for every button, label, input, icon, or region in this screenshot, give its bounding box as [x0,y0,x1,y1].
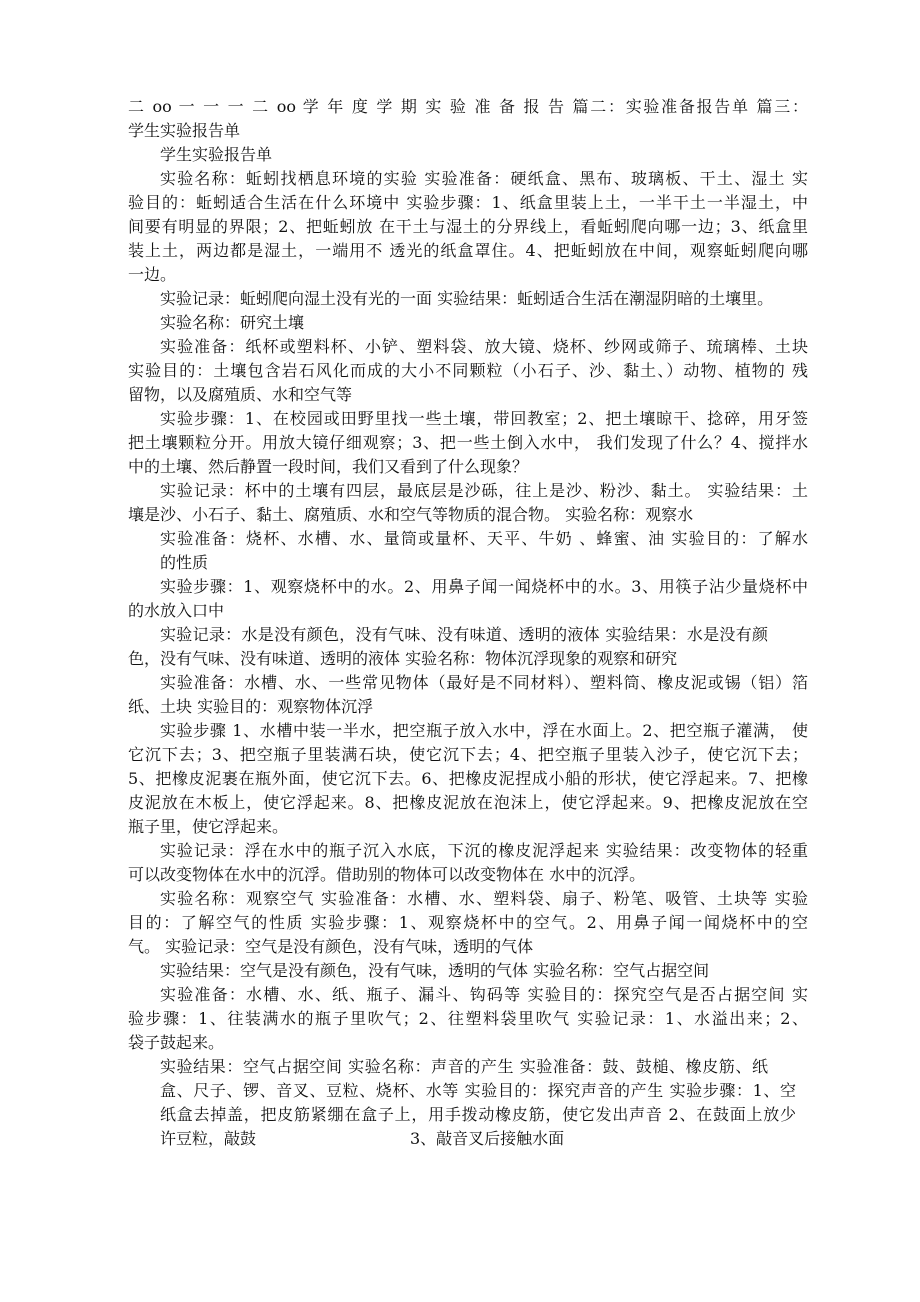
text-line: 气。 实验记录：空气是没有颜色，没有气味，透明的气体 [128,937,534,956]
text-line: 目的：了解空气的性质 实验步骤：1、观察烧杯中的空气。2、用鼻子闻一闻烧杯中的空 [128,913,808,932]
text-line: 验目的：蚯蚓适合生活在什么环境中 实验步骤：1、纸盒里装上土，一半干土一半湿土，中 [128,193,808,212]
text-line: 验步骤：1、往装满水的瓶子里吹气；2、往塑料袋里吹气 实验记录：1、水溢出来；2、 [128,1009,808,1028]
text-line: 实验准备：纸杯或塑料杯、小铲、塑料袋、放大镜、烧杯、纱网或筛子、琉璃棒、土块 [160,337,808,356]
text-line: 纸、土块 实验目的：观察物体沉浮 [128,697,374,716]
text-line: 可以改变物体在水中的沉浮。借助别的物体可以改变物体在 水中的沉浮。 [128,865,646,884]
text-line: 实验步骤 1、水槽中装一半水，把空瓶子放入水中，浮在水面上。2、把空瓶子灌满， 使 [160,721,808,740]
text-line: 实验名称：观察空气 实验准备：水槽、水、塑料袋、扇子、粉笔、吸管、土块等 实验 [160,889,808,908]
text-line: 瓶子里，使它浮起来。 [128,817,289,836]
text-fragment: 许豆粒，敲鼓 [160,1129,257,1148]
text-line: 实验步骤：1、在校园或田野里找一些土壤，带回教室；2、把土壤晾干、捻碎，用牙签 [160,409,808,428]
text-line: 实验步骤：1、观察烧杯中的水。2、用鼻子闻一闻烧杯中的水。3、用筷子沾少量烧杯中 [160,577,808,596]
text-line: 实验目的：土壤包含岩石风化而成的大小不同颗粒（小石子、沙、黏土、）动物、植物的 残 [128,361,808,380]
text-line: 实验名称：研究土壤 [160,313,305,332]
text-line: 一边。 [128,265,177,284]
text-line: 的性质 [160,553,209,572]
text-line: 把土壤颗粒分开。用放大镜仔细观察；3、把一些土倒入水中， 我们发现了什么？4、搅拌水 [128,433,808,452]
text-line: 留物，以及腐殖质、水和空气等 [128,385,353,404]
text-line: 实验准备：水槽、水、纸、瓶子、漏斗、钩码等 实验目的：探究空气是否占据空间 实 [160,985,808,1004]
text-line: 实验结果：空气占据空间 实验名称：声音的产生 实验准备：鼓、鼓槌、橡皮筋、纸 [160,1057,768,1076]
text-fragment: 3、敲音叉后接触水面 [410,1129,565,1148]
text-line: 实验准备：烧杯、水槽、水、量筒或量杯、天平、牛奶 、蜂蜜、油 实验目的：了解水 [160,529,808,548]
text-line: 实验记录：杯中的土壤有四层，最底层是沙砾，往上是沙、粉沙、黏土。 实验结果：土 [160,481,808,500]
text-line: 间要有明显的界限；2、把蚯蚓放 在干土与湿土的分界线上，看蚯蚓爬向哪一边；3、纸盒里 [128,217,808,236]
text-line: 皮泥放在木板上，使它浮起来。8、把橡皮泥放在泡沫上，使它浮起来。9、把橡皮泥放在空 [128,793,808,812]
text-line: 5、把橡皮泥裹在瓶外面，使它沉下去。6、把橡皮泥捏成小船的形状，使它浮起来。7、把橡 [128,769,808,788]
text-line: 它沉下去；3、把空瓶子里装满石块，使它沉下去；4、把空瓶子里装入沙子，使它沉下去； [128,745,808,764]
text-line: 壤是沙、小石子、黏土、腐殖质、水和空气等物质的混合物。 实验名称：观察水 [128,505,694,524]
text-line: 学生实验报告单 [128,121,241,140]
text-line: 中的土壤、然后静置一段时间，我们又看到了什么现象？ [128,457,529,476]
text-line: 实验名称：蚯蚓找栖息环境的实验 实验准备：硬纸盒、黑布、玻璃板、干土、湿土 实 [160,169,808,188]
text-line: 的水放入口中 [128,601,225,620]
section-heading: 学生实验报告单 [160,145,273,164]
text-line: 装上土，两边都是湿土，一端用不 透光的纸盒罩住。4、把蚯蚓放在中间，观察蚯蚓爬向哪 [128,241,808,260]
text-line: 实验记录：水是没有颜色，没有气味、没有味道、透明的液体 实验结果：水是没有颜 [160,625,768,644]
text-line: 色，没有气味、没有味道、透明的液体 实验名称：物体沉浮现象的观察和研究 [128,649,678,668]
text-line: 袋子鼓起来。 [128,1033,225,1052]
text-line: 纸盒去掉盖，把皮筋紧绷在盒子上，用手拨动橡皮筋，使它发出声音 2、在鼓面上放少 [160,1105,796,1124]
text-line: 二 oo 一 一 一 二 oo 学 年 度 学 期 实 验 准 备 报 告 篇二：实验准备报告单 篇三： [128,97,808,116]
text-line: 实验准备：水槽、水、一些常见物体（最好是不同材料）、塑料筒、橡皮泥或锡（铝）箔 [160,673,808,692]
text-line: 实验结果：空气是没有颜色，没有气味，透明的气体 实验名称：空气占据空间 [160,961,710,980]
text-line: 实验记录：蚯蚓爬向湿土没有光的一面 实验结果：蚯蚓适合生活在潮湿阴暗的土壤里。 [160,289,774,308]
text-line-with-tab [160,1127,800,1151]
text-line: 实验记录：浮在水中的瓶子沉入水底，下沉的橡皮泥浮起来 实验结果：改变物体的轻重 [160,841,808,860]
text-line: 盒、尺子、锣、音叉、豆粒、烧杯、水等 实验目的：探究声音的产生 实验步骤：1、空 [160,1081,796,1100]
